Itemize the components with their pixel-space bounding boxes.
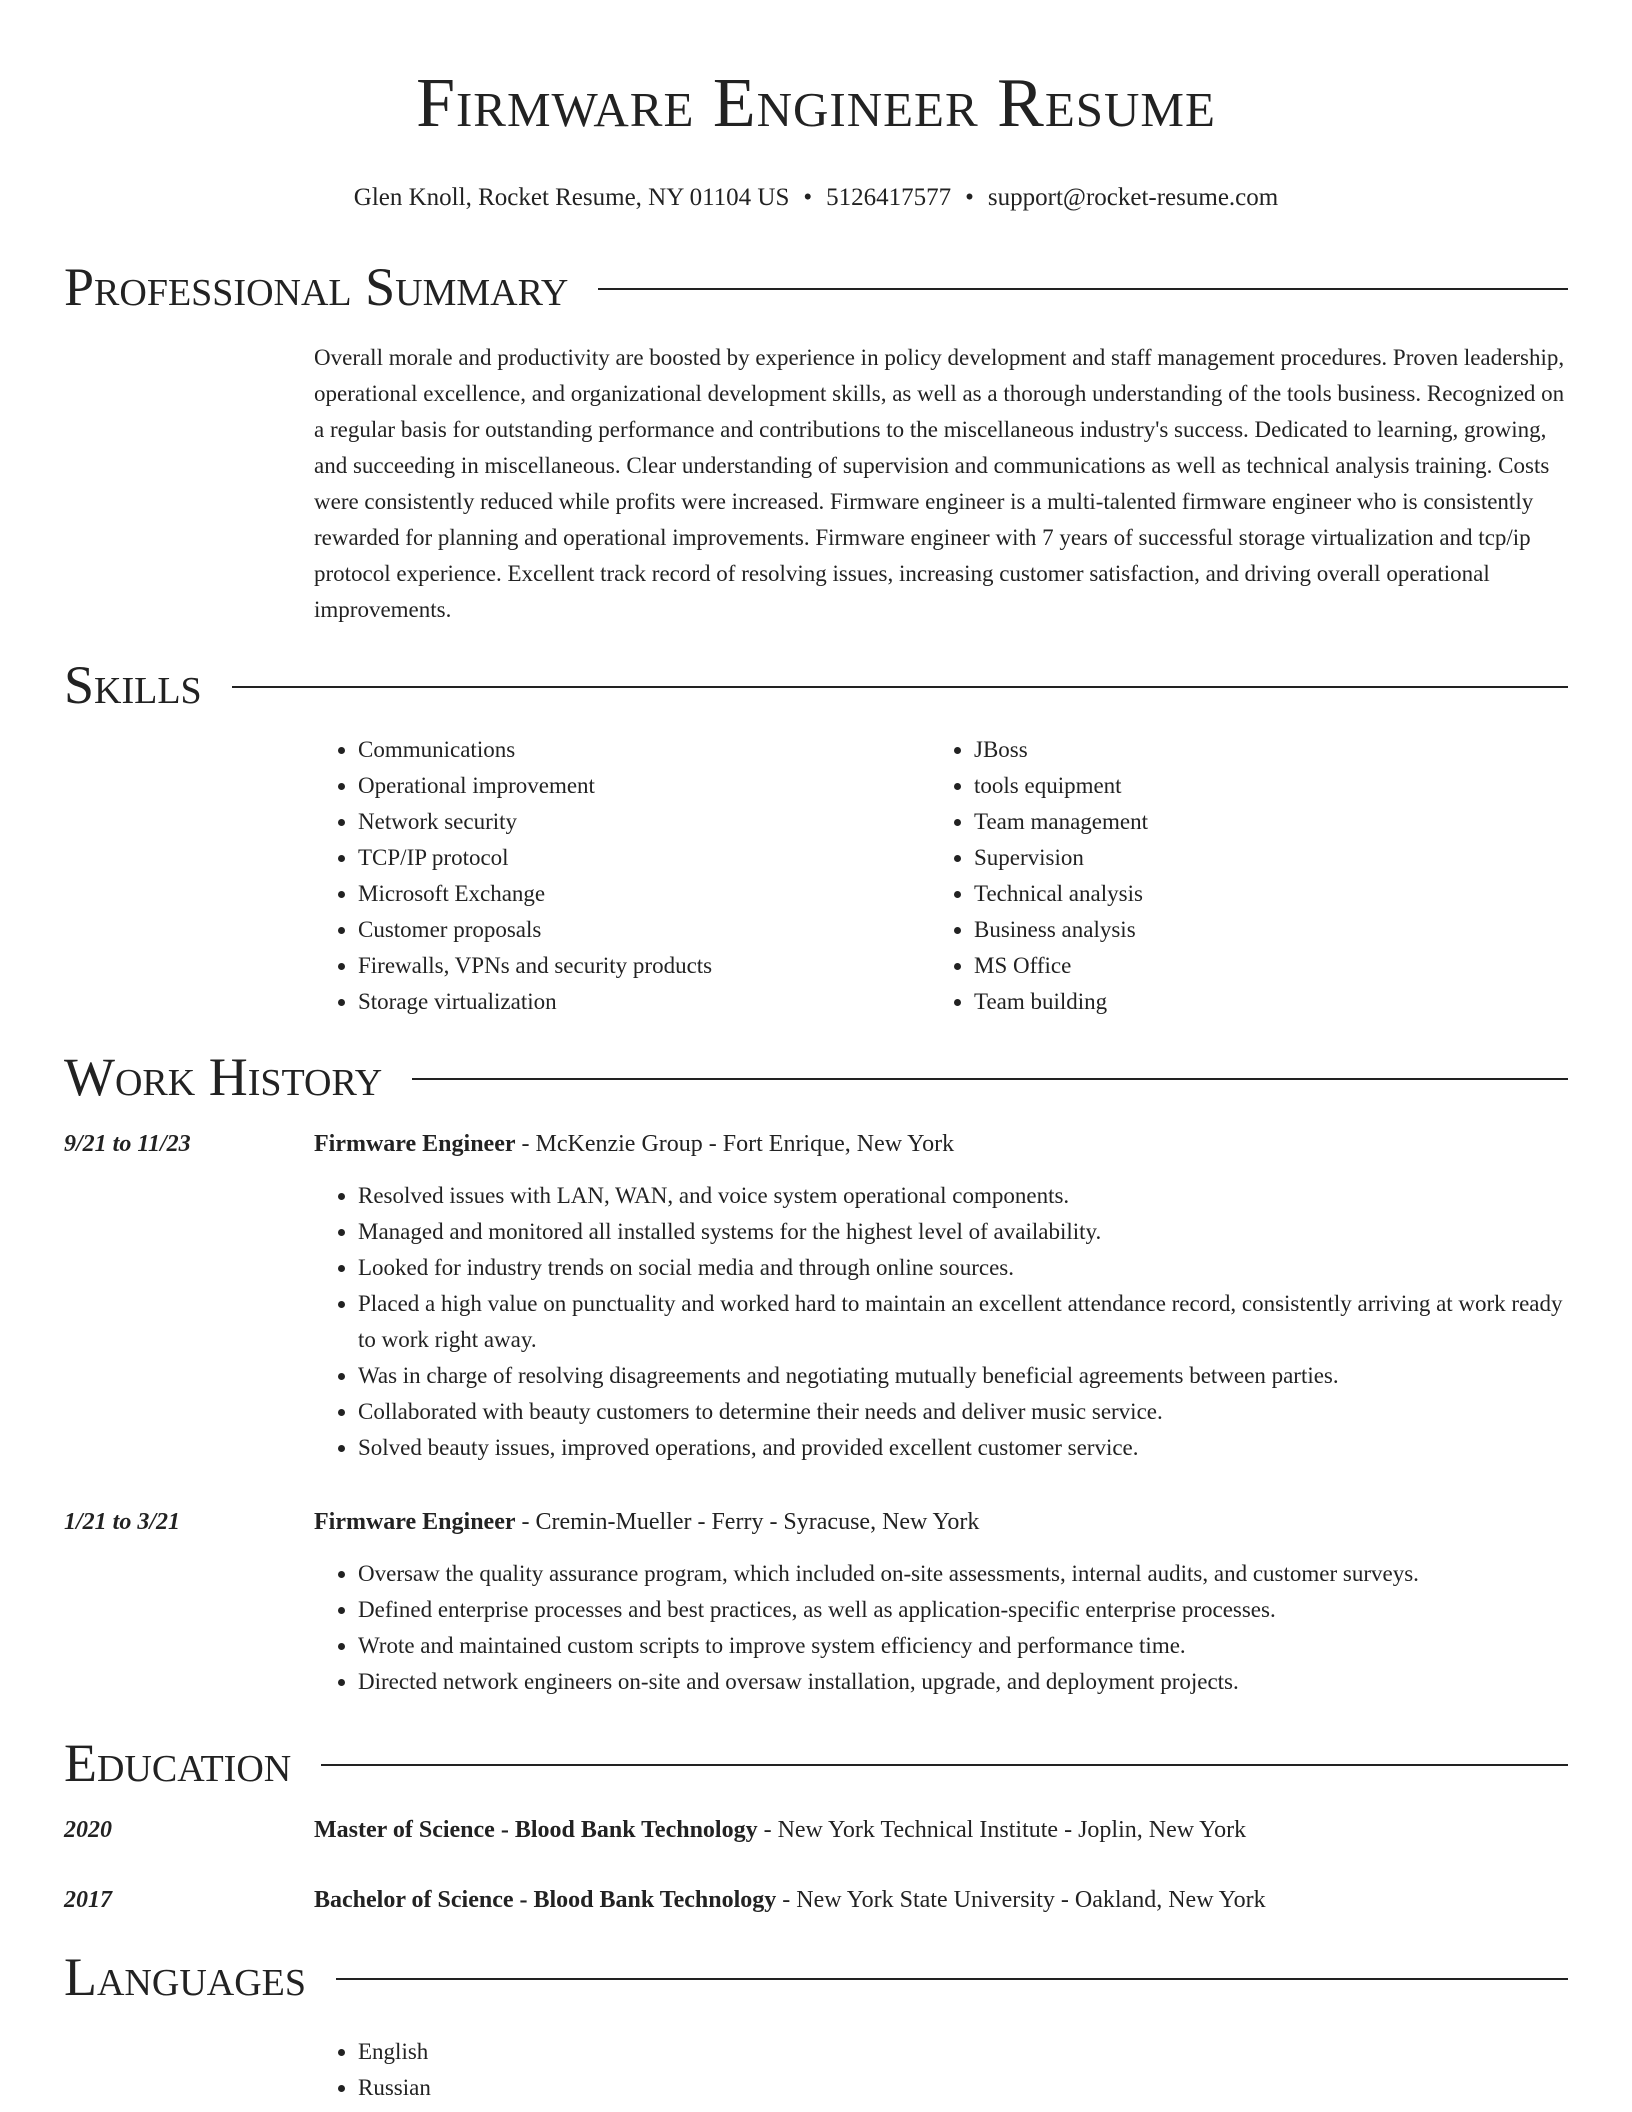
skills-list-left [314, 732, 930, 1020]
section-divider [232, 686, 1568, 688]
resume-title: Firmware Engineer Resume [416, 65, 1216, 142]
skill-item: • Communications [358, 732, 930, 768]
job-bullet: • Oversaw the quality assurance program, which included on-site assessments, internal audits, and customer surveys. [358, 1556, 1568, 1592]
skills-heading: Skills [64, 655, 202, 715]
summary-heading: Professional Summary [64, 257, 569, 317]
job-bullets [314, 1178, 1568, 1466]
job-bullet: • Collaborated with beauty customers to determine their needs and deliver music service. [358, 1394, 1568, 1430]
job-entry [64, 1126, 1568, 1466]
skill-item: • JBoss [974, 732, 1546, 768]
contact-phone: 5126417577 [826, 184, 952, 211]
job-company: - McKenzie Group - Fort Enrique, New York [515, 1131, 955, 1157]
education-section-header [64, 1730, 1568, 1796]
contact-line [64, 182, 1568, 214]
job-bullet: • Was in charge of resolving disagreements and negotiating mutually beneficial agreements between parties. [358, 1358, 1568, 1394]
skill-item: • Operational improvement [358, 768, 930, 804]
job-bullet: • Managed and monitored all installed systems for the highest level of availability. [358, 1214, 1568, 1250]
skills-list-right [930, 732, 1546, 1020]
job-bullet: • Looked for industry trends on social media and through online sources. [358, 1250, 1568, 1286]
contact-separator: • [803, 184, 813, 211]
job-role: Firmware Engineer [314, 1509, 516, 1535]
languages-heading: Languages [64, 1947, 306, 2007]
summary-section-header [64, 254, 1568, 320]
skills-columns [314, 732, 1568, 1020]
contact-separator: • [965, 184, 974, 211]
education-degree: Bachelor of Science - Blood Bank Technology [314, 1887, 777, 1913]
job-bullet: • Resolved issues with LAN, WAN, and voice system operational components. [358, 1178, 1568, 1214]
skills-section-header [64, 652, 1568, 718]
job-heading [314, 1126, 1568, 1162]
education-year: 2020 [64, 1817, 112, 1843]
education-year: 2017 [64, 1887, 112, 1913]
education-school: - New York Technical Institute - Joplin, New York [757, 1817, 1247, 1843]
resume-page [64, 0, 1568, 2106]
section-divider [412, 1078, 1568, 1080]
skill-item: • tools equipment [974, 768, 1546, 804]
job-dates: 9/21 to 11/23 [64, 1131, 191, 1157]
work-heading: Work History [64, 1047, 383, 1107]
summary-text: Overall morale and productivity are boosted by experience in policy development and staff management procedures. Proven leadership, operational excellence, and organizational development skills, as well as a thorough understanding of the tools business. Recognized on a regular basis for outstanding performance and contributions to the miscellaneous industry's success. Dedicated to learning, growing, and succeeding in miscellaneous. Clear understanding of supervision and communications as well as technical analysis training. Costs were consistently reduced while profits were increased. Firmware engineer is a multi-talented firmware engineer who is consistently rewarded for planning and operational improvements. Firmware engineer with 7 years of successful storage virtualization and tcp/ip protocol experience. Excellent track record of resolving issues, increasing customer satisfaction, and driving overall operational improvements. [314, 345, 1565, 622]
job-bullets [314, 1556, 1568, 1700]
skill-item: • Supervision [974, 840, 1546, 876]
section-divider [336, 1978, 1568, 1980]
skill-item: • Microsoft Exchange [358, 876, 930, 912]
skill-item: • Storage virtualization [358, 984, 930, 1020]
language-item: • Russian [358, 2070, 1568, 2106]
education-entry [64, 1812, 1568, 1848]
job-body [314, 1126, 1568, 1466]
job-bullet: • Solved beauty issues, improved operations, and provided excellent customer service. [358, 1430, 1568, 1466]
job-bullet: • Defined enterprise processes and best practices, as well as application-specific enterprise processes. [358, 1592, 1568, 1628]
skill-item: • Technical analysis [974, 876, 1546, 912]
skill-item: • Team building [974, 984, 1546, 1020]
education-entry [64, 1882, 1568, 1918]
languages-section-header [64, 1944, 1568, 2010]
job-bullet: • Wrote and maintained custom scripts to improve system efficiency and performance time. [358, 1628, 1568, 1664]
skill-item: • TCP/IP protocol [358, 840, 930, 876]
skill-item: • Business analysis [974, 912, 1546, 948]
language-item: • English [358, 2034, 1568, 2070]
job-body [314, 1504, 1568, 1700]
languages-list [314, 2034, 1568, 2106]
contact-email: support@rocket-resume.com [987, 184, 1279, 211]
section-divider [598, 288, 1568, 290]
education-degree: Master of Science - Blood Bank Technology [314, 1817, 758, 1843]
skill-item: • Team management [974, 804, 1546, 840]
contact-address: Glen Knoll, Rocket Resume, NY 01104 US [353, 184, 790, 211]
job-bullet: • Directed network engineers on-site and oversaw installation, upgrade, and deployment projects. [358, 1664, 1568, 1700]
work-section-header [64, 1044, 1568, 1110]
skill-item: • MS Office [974, 948, 1546, 984]
education-body [314, 1812, 1246, 1848]
job-heading [314, 1504, 1568, 1540]
skill-item: • Network security [358, 804, 930, 840]
job-company: - Cremin-Mueller - Ferry - Syracuse, New York [515, 1509, 980, 1535]
education-school: - New York State University - Oakland, New York [776, 1887, 1266, 1913]
job-bullet: • Placed a high value on punctuality and worked hard to maintain an excellent attendance record, consistently arriving at work ready to work right away. [358, 1286, 1568, 1358]
education-body [314, 1882, 1266, 1918]
job-entry [64, 1504, 1568, 1700]
education-heading: Education [64, 1733, 292, 1793]
section-divider [321, 1764, 1568, 1766]
skill-item: • Firewalls, VPNs and security products [358, 948, 930, 984]
skill-item: • Customer proposals [358, 912, 930, 948]
job-dates: 1/21 to 3/21 [64, 1509, 181, 1535]
job-role: Firmware Engineer [314, 1131, 516, 1157]
